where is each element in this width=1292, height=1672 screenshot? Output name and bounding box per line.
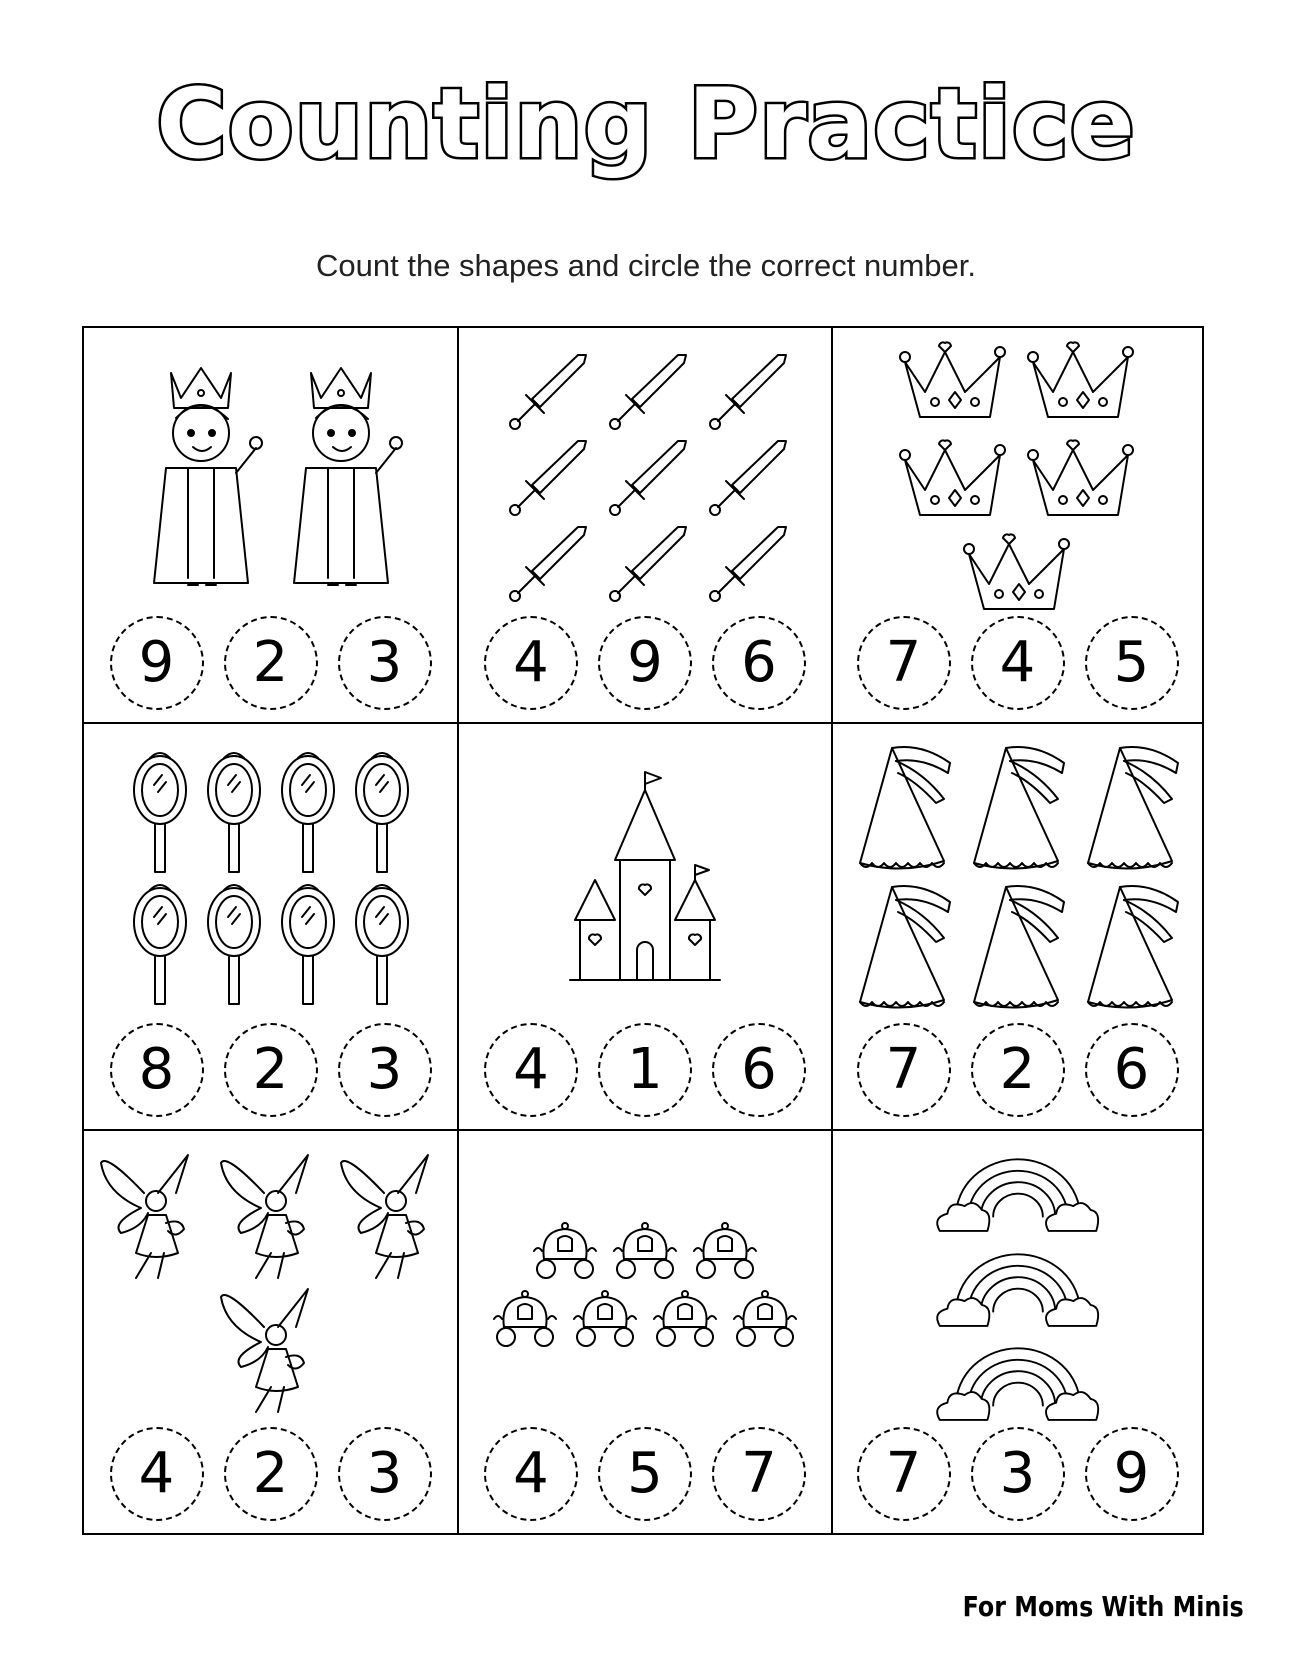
sword-icon — [500, 437, 590, 519]
counting-cell — [833, 328, 1202, 724]
crown-icon — [1023, 337, 1141, 427]
fairy-icon — [216, 1153, 326, 1283]
crown-icon — [895, 337, 1013, 427]
carriage-icon — [570, 1289, 640, 1349]
number-option[interactable]: 2 — [224, 1023, 318, 1117]
mirror-icon — [276, 882, 340, 1010]
worksheet-title: Counting Practice — [156, 68, 1136, 180]
carriage-icon — [490, 1289, 560, 1349]
number-option[interactable]: 6 — [712, 1023, 806, 1117]
sword-icon — [700, 437, 790, 519]
number-option[interactable]: 5 — [598, 1427, 692, 1521]
sword-icon — [500, 523, 590, 605]
number-option[interactable]: 7 — [712, 1427, 806, 1521]
number-option[interactable]: 3 — [338, 1023, 432, 1117]
crown-icon — [1023, 435, 1141, 525]
mirror-icon — [350, 882, 414, 1010]
counting-cell — [459, 1131, 833, 1533]
princess-hat-icon — [852, 882, 956, 1017]
picture-area — [94, 738, 447, 1021]
number-option[interactable]: 8 — [110, 1023, 204, 1117]
crown-icon — [895, 435, 1013, 525]
number-option[interactable]: 4 — [484, 1023, 578, 1117]
princess-hat-icon — [966, 882, 1070, 1017]
fairy-icon — [336, 1153, 446, 1283]
mirror-icon — [276, 750, 340, 878]
number-option[interactable]: 3 — [971, 1427, 1065, 1521]
sword-icon — [700, 523, 790, 605]
picture-area — [469, 738, 821, 1021]
picture-area — [469, 1145, 821, 1425]
counting-cell — [833, 724, 1202, 1131]
number-option[interactable]: 7 — [857, 1427, 951, 1521]
number-option[interactable]: 3 — [338, 616, 432, 710]
counting-cell — [459, 724, 833, 1131]
carriage-icon — [530, 1221, 600, 1281]
mirror-icon — [202, 882, 266, 1010]
mirror-icon — [128, 882, 192, 1010]
fairy-icon — [216, 1287, 326, 1417]
rainbow-icon — [928, 1145, 1108, 1236]
counting-cell — [84, 724, 459, 1131]
princess-hat-icon — [1080, 882, 1184, 1017]
mirror-icon — [128, 750, 192, 878]
number-option[interactable]: 4 — [484, 1427, 578, 1521]
number-option[interactable]: 9 — [1085, 1427, 1179, 1521]
counting-cell — [833, 1131, 1202, 1533]
prince-icon — [276, 353, 406, 603]
number-option[interactable]: 6 — [712, 616, 806, 710]
number-option[interactable]: 2 — [224, 1427, 318, 1521]
counting-grid — [82, 326, 1204, 1535]
prince-icon — [136, 353, 266, 603]
mirror-icon — [202, 750, 266, 878]
rainbow-icon — [928, 1240, 1108, 1331]
number-option[interactable]: 7 — [857, 616, 951, 710]
number-option[interactable]: 2 — [971, 1023, 1065, 1117]
fairy-icon — [96, 1153, 206, 1283]
carriage-icon — [730, 1289, 800, 1349]
picture-area — [843, 1145, 1192, 1425]
sword-icon — [700, 351, 790, 433]
princess-hat-icon — [1080, 743, 1184, 878]
picture-area — [94, 1145, 447, 1425]
picture-area — [843, 342, 1192, 614]
counting-cell — [84, 328, 459, 724]
number-option[interactable]: 2 — [224, 616, 318, 710]
counting-cell — [84, 1131, 459, 1533]
number-option[interactable]: 4 — [484, 616, 578, 710]
sword-icon — [500, 351, 590, 433]
mirror-icon — [350, 750, 414, 878]
counting-cell — [459, 328, 833, 724]
carriage-icon — [610, 1221, 680, 1281]
sword-icon — [600, 523, 690, 605]
picture-area — [843, 738, 1192, 1021]
carriage-icon — [650, 1289, 720, 1349]
princess-hat-icon — [966, 743, 1070, 878]
number-option[interactable]: 4 — [110, 1427, 204, 1521]
sword-icon — [600, 351, 690, 433]
number-option[interactable]: 3 — [338, 1427, 432, 1521]
instructions: Count the shapes and circle the correct number. — [316, 248, 976, 283]
rainbow-icon — [928, 1334, 1108, 1425]
number-option[interactable]: 9 — [598, 616, 692, 710]
castle-icon — [565, 770, 725, 990]
number-option[interactable]: 5 — [1085, 616, 1179, 710]
carriage-icon — [690, 1221, 760, 1281]
number-option[interactable]: 1 — [598, 1023, 692, 1117]
sword-icon — [600, 437, 690, 519]
brand-credit: For Moms With Minis — [962, 1590, 1244, 1623]
number-option[interactable]: 4 — [971, 616, 1065, 710]
princess-hat-icon — [852, 743, 956, 878]
picture-area — [469, 342, 821, 614]
picture-area — [94, 342, 447, 614]
number-option[interactable]: 7 — [857, 1023, 951, 1117]
number-option[interactable]: 9 — [110, 616, 204, 710]
crown-icon — [959, 529, 1077, 619]
number-option[interactable]: 6 — [1085, 1023, 1179, 1117]
